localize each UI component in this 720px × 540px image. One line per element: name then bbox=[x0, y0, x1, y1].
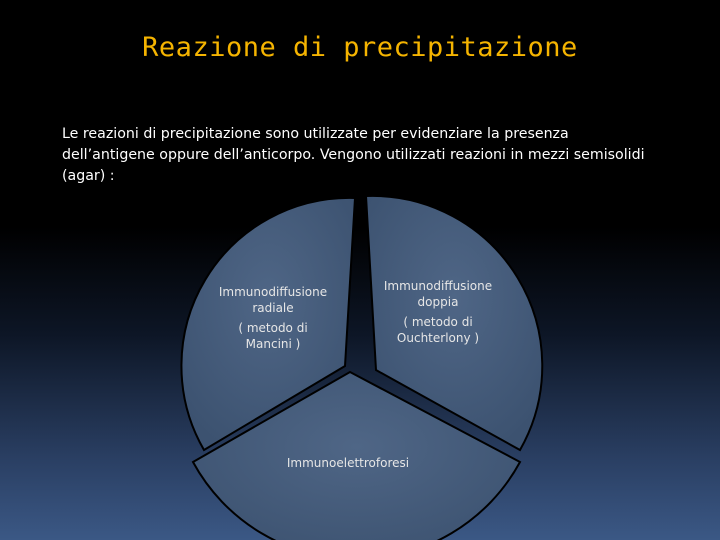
segment-label: Immunodiffusione bbox=[218, 285, 328, 299]
intro-line: (agar) : bbox=[62, 168, 115, 184]
segment-label: Immunoelettroforesi bbox=[286, 456, 410, 470]
slide-title: Reazione di precipitazione bbox=[142, 32, 578, 63]
segment-label: doppia bbox=[417, 295, 459, 309]
segment-label: Immunodiffusione bbox=[383, 279, 493, 293]
intro-line: dell’antigene oppure dell’anticorpo. Vengono utilizzati reazioni in mezzi semisolidi bbox=[62, 147, 645, 163]
segment-label: radiale bbox=[252, 301, 294, 315]
segment-label: ( metodo di bbox=[403, 315, 473, 329]
intro-line: Le reazioni di precipitazione sono utilizzate per evidenziare la presenza bbox=[62, 126, 569, 142]
segment-label: Mancini ) bbox=[245, 337, 301, 351]
segment-label: Ouchterlony ) bbox=[396, 331, 480, 345]
segment-label: ( metodo di bbox=[238, 321, 308, 335]
